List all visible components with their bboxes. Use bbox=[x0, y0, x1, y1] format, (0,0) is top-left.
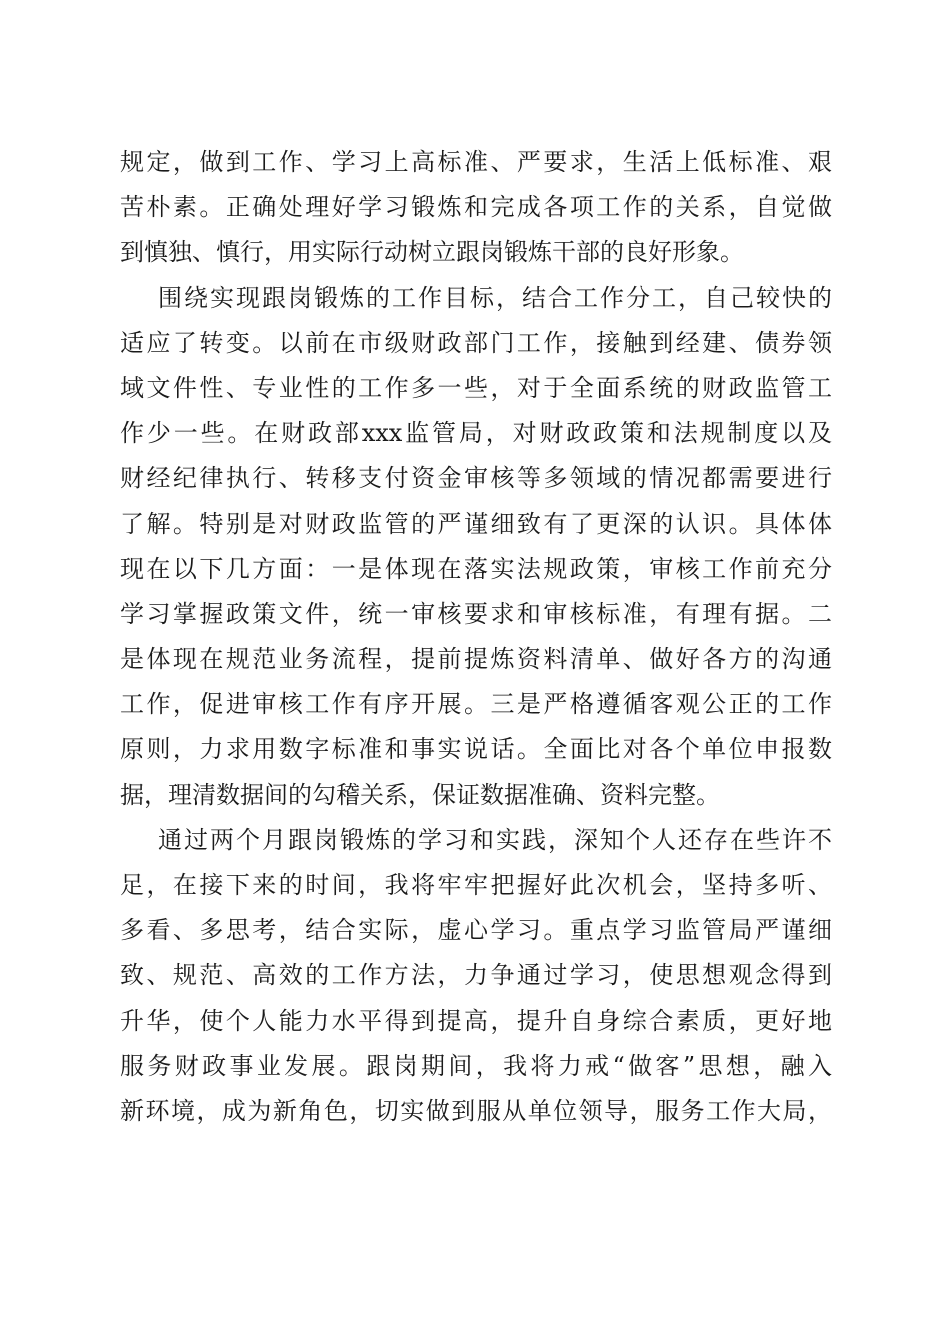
text-line: 围绕实现跟岗锻炼的工作目标，结合工作分工，自己较快的 bbox=[158, 283, 832, 312]
text-line: 现在以下几方面：一是体现在落实法规政策，审核工作前充分 bbox=[120, 554, 832, 583]
paragraph-2 bbox=[120, 276, 832, 818]
text-line: 到慎独、慎行，用实际行动树立跟岗锻炼干部的良好形象。 bbox=[120, 238, 744, 267]
text-line: 新环境，成为新角色，切实做到服从单位领导，服务工作大局， bbox=[120, 1096, 832, 1125]
text-line: 苦朴素。正确处理好学习锻炼和完成各项工作的关系，自觉做 bbox=[120, 193, 832, 222]
text-line: 学习掌握政策文件，统一审核要求和审核标准，有理有据。二 bbox=[120, 599, 832, 628]
text-line: 服务财政事业发展。跟岗期间，我将力戒“做客”思想，融入 bbox=[120, 1051, 832, 1080]
text-line: 域文件性、专业性的工作多一些，对于全面系统的财政监管工 bbox=[120, 373, 832, 402]
text-line: 多看、多思考，结合实际，虚心学习。重点学习监管局严谨细 bbox=[120, 916, 832, 945]
body-text bbox=[120, 140, 832, 1134]
text-line: 规定，做到工作、学习上高标准、严要求，生活上低标准、艰 bbox=[120, 148, 832, 176]
text-line: 致、规范、高效的工作方法，力争通过学习，使思想观念得到 bbox=[120, 961, 832, 990]
text-line: 了解。特别是对财政监管的严谨细致有了更深的认识。具体体 bbox=[120, 509, 832, 538]
text-line: 升华，使个人能力水平得到提高，提升自身综合素质，更好地 bbox=[120, 1006, 832, 1035]
text-line: 财经纪律执行、转移支付资金审核等多领域的情况都需要进行 bbox=[120, 464, 832, 493]
text-line: 足，在接下来的时间，我将牢牢把握好此次机会，坚持多听、 bbox=[120, 871, 832, 899]
text-line: 原则，力求用数字标准和事实说话。全面比对各个单位申报数 bbox=[120, 735, 832, 764]
text-line: 据，理清数据间的勾稽关系，保证数据准确、资料完整。 bbox=[120, 780, 720, 809]
paragraph-3 bbox=[120, 818, 832, 1134]
paragraph-1 bbox=[120, 140, 832, 276]
text-line: 工作，促进审核工作有序开展。三是严格遵循客观公正的工作 bbox=[120, 690, 832, 719]
text-line: 适应了转变。以前在市级财政部门工作，接触到经建、债券领 bbox=[120, 328, 832, 357]
text-line: 通过两个月跟岗锻炼的学习和实践，深知个人还存在些许不 bbox=[158, 825, 832, 854]
text-line: 是体现在规范业务流程，提前提炼资料清单、做好各方的沟通 bbox=[120, 645, 832, 674]
text-line: 作少一些。在财政部xxx监管局，对财政政策和法规制度以及 bbox=[120, 419, 832, 448]
